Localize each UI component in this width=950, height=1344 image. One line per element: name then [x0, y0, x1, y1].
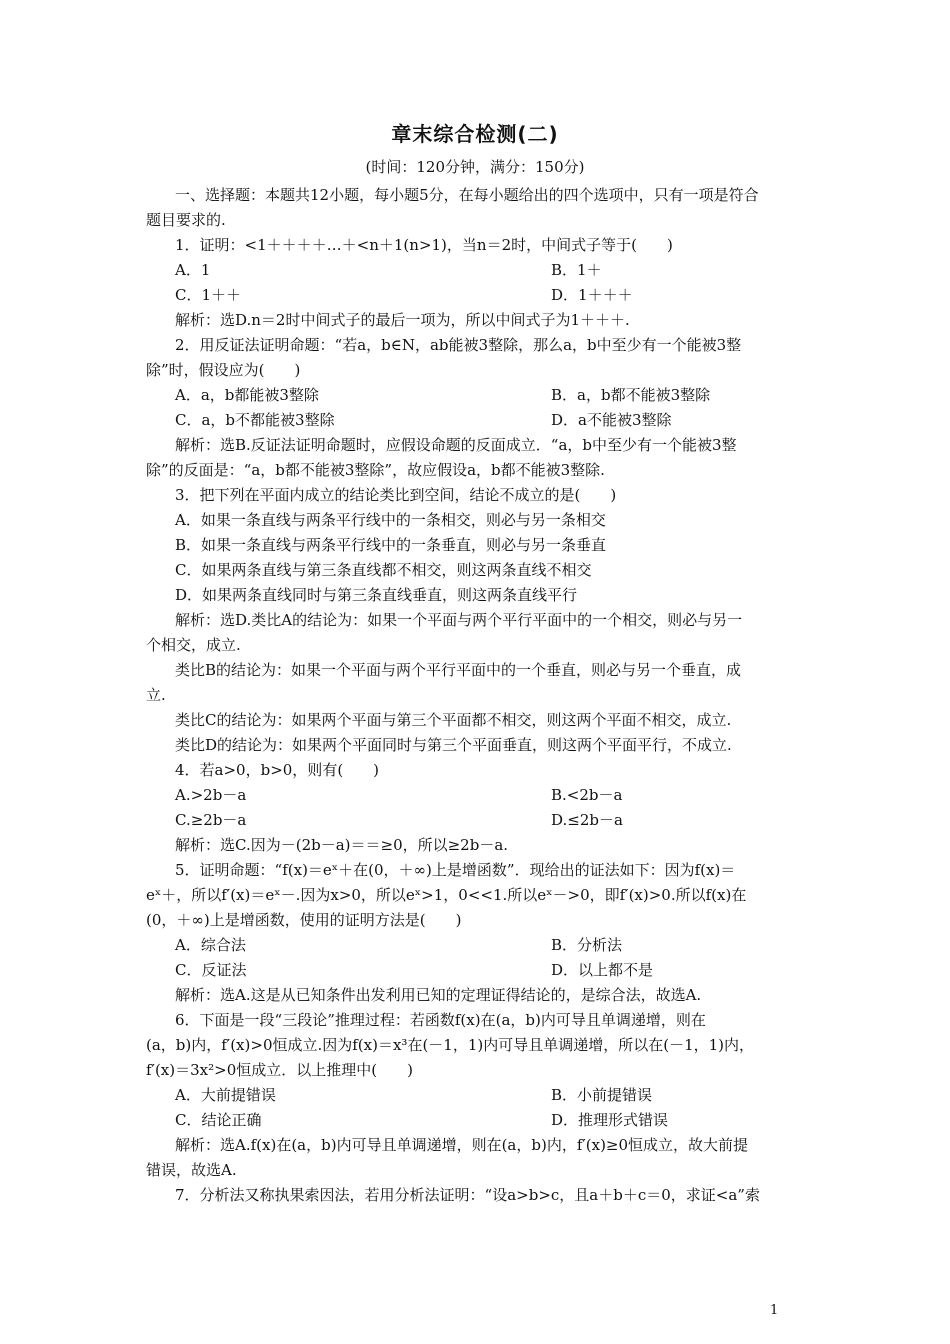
text-line: B．如果一条直线与两条平行线中的一条垂直，则必与另一条垂直: [175, 536, 607, 554]
text-line: 解析：选A.这是从已知条件出发利用已知的定理证得结论的，是综合法，故选A.: [175, 986, 702, 1004]
text-line: 4．若a>0，b>0，则有( ): [175, 761, 380, 779]
text-line: 题目要求的.: [146, 211, 226, 229]
page-title: 章末综合检测(二): [391, 122, 559, 146]
text-line: 解析：选A.f(x)在(a，b)内可导且单调递增，则在(a，b)内，f′(x)≥0恒成立，故大前提: [175, 1136, 749, 1154]
text-line: 个相交，成立.: [146, 636, 241, 654]
text-line: 7．分析法又称执果索因法，若用分析法证明：“设a>b>c，且a＋b＋c＝0，求证<a”索: [175, 1186, 760, 1204]
text-line: B．小前提错误: [551, 1086, 653, 1104]
text-line: C．反证法: [175, 961, 247, 979]
text-line: D．1＋＋＋: [551, 286, 633, 304]
text-line: A．综合法: [175, 936, 246, 954]
text-line: C．a，b不都能被3整除: [175, 411, 335, 429]
text-line: 解析：选D.n＝2时中间式子的最后一项为，所以中间式子为1＋＋＋.: [175, 311, 630, 329]
text-line: B.<2b－a: [551, 786, 623, 804]
text-line: D．推理形式错误: [551, 1111, 669, 1129]
text-line: 2．用反证法证明命题：“若a，b∈N，ab能被3整除，那么a，b中至少有一个能被3整: [175, 336, 742, 354]
text-line: (0，＋∞)上是增函数，使用的证明方法是( ): [146, 911, 462, 929]
text-line: A.>2b－a: [175, 786, 247, 804]
text-line: 除”的反面是：“a，b都不能被3整除”，故应假设a，b都不能被3整除.: [146, 461, 605, 479]
text-line: 6．下面是一段“三段论”推理过程：若函数f(x)在(a，b)内可导且单调递增，则在: [175, 1011, 706, 1029]
text-line: 3．把下列在平面内成立的结论类比到空间，结论不成立的是( ): [175, 486, 617, 504]
text-line: B．1＋: [551, 261, 602, 279]
text-line: f′(x)＝3x²>0恒成立．以上推理中( ): [146, 1061, 413, 1079]
text-line: eˣ＋，所以f′(x)＝eˣ－.因为x>0，所以eˣ>1，0<<1.所以eˣ－>0，即f′(x)>0.所以f(x)在: [146, 886, 747, 904]
text-line: C．结论正确: [175, 1111, 262, 1129]
text-line: C.≥2b－a: [175, 811, 247, 829]
text-line: D.≤2b－a: [551, 811, 623, 829]
text-line: A．1: [175, 261, 211, 279]
text-line: (a，b)内，f′(x)>0恒成立.因为f(x)＝x³在(－1，1)内可导且单调递增，所以在(－1，1)内，: [146, 1036, 755, 1054]
text-line: D．以上都不是: [551, 961, 654, 979]
text-line: 一、选择题：本题共12小题，每小题5分，在每小题给出的四个选项中，只有一项是符合: [175, 186, 759, 204]
text-line: 错误，故选A.: [146, 1161, 237, 1179]
page-subtitle: (时间：120分钟，满分：150分): [365, 158, 585, 176]
text-line: D．如果两条直线同时与第三条直线垂直，则这两条直线平行: [175, 586, 578, 604]
text-line: 类比D的结论为：如果两个平面同时与第三个平面垂直，则这两个平面平行，不成立.: [175, 736, 732, 754]
text-line: B．分析法: [551, 936, 623, 954]
text-line: C．如果两条直线与第三条直线都不相交，则这两条直线不相交: [175, 561, 592, 579]
text-line: 1．证明：<1＋＋＋＋…＋<n＋1(n>1)，当n＝2时，中间式子等于( ): [175, 236, 673, 254]
text-line: 解析：选B.反证法证明命题时，应假设命题的反面成立．“a，b中至少有一个能被3整: [175, 436, 737, 454]
text-line: 解析：选C.因为－(2b－a)＝＝≥0，所以≥2b－a.: [175, 836, 509, 854]
text-line: 解析：选D.类比A的结论为：如果一个平面与两个平行平面中的一个相交，则必与另一: [175, 611, 743, 629]
text-line: 5．证明命题：“f(x)＝eˣ＋在(0，＋∞)上是增函数”．现给出的证法如下：因为f(x)＝: [175, 861, 736, 879]
text-line: A．大前提错误: [175, 1086, 276, 1104]
text-line: D．a不能被3整除: [551, 411, 672, 429]
text-line: 类比C的结论为：如果两个平面与第三个平面都不相交，则这两个平面不相交，成立.: [175, 711, 732, 729]
text-line: A．如果一条直线与两条平行线中的一条相交，则必与另一条相交: [175, 511, 606, 529]
text-line: 除”时，假设应为( ): [146, 361, 301, 379]
text-line: B．a，b都不能被3整除: [551, 386, 711, 404]
text-line: 类比B的结论为：如果一个平面与两个平行平面中的一个垂直，则必与另一个垂直，成: [175, 661, 742, 679]
text-line: C．1＋＋: [175, 286, 242, 304]
text-line: A．a，b都能被3整除: [175, 386, 319, 404]
text-line: 立.: [146, 686, 166, 704]
page-number: 1: [770, 1303, 779, 1318]
